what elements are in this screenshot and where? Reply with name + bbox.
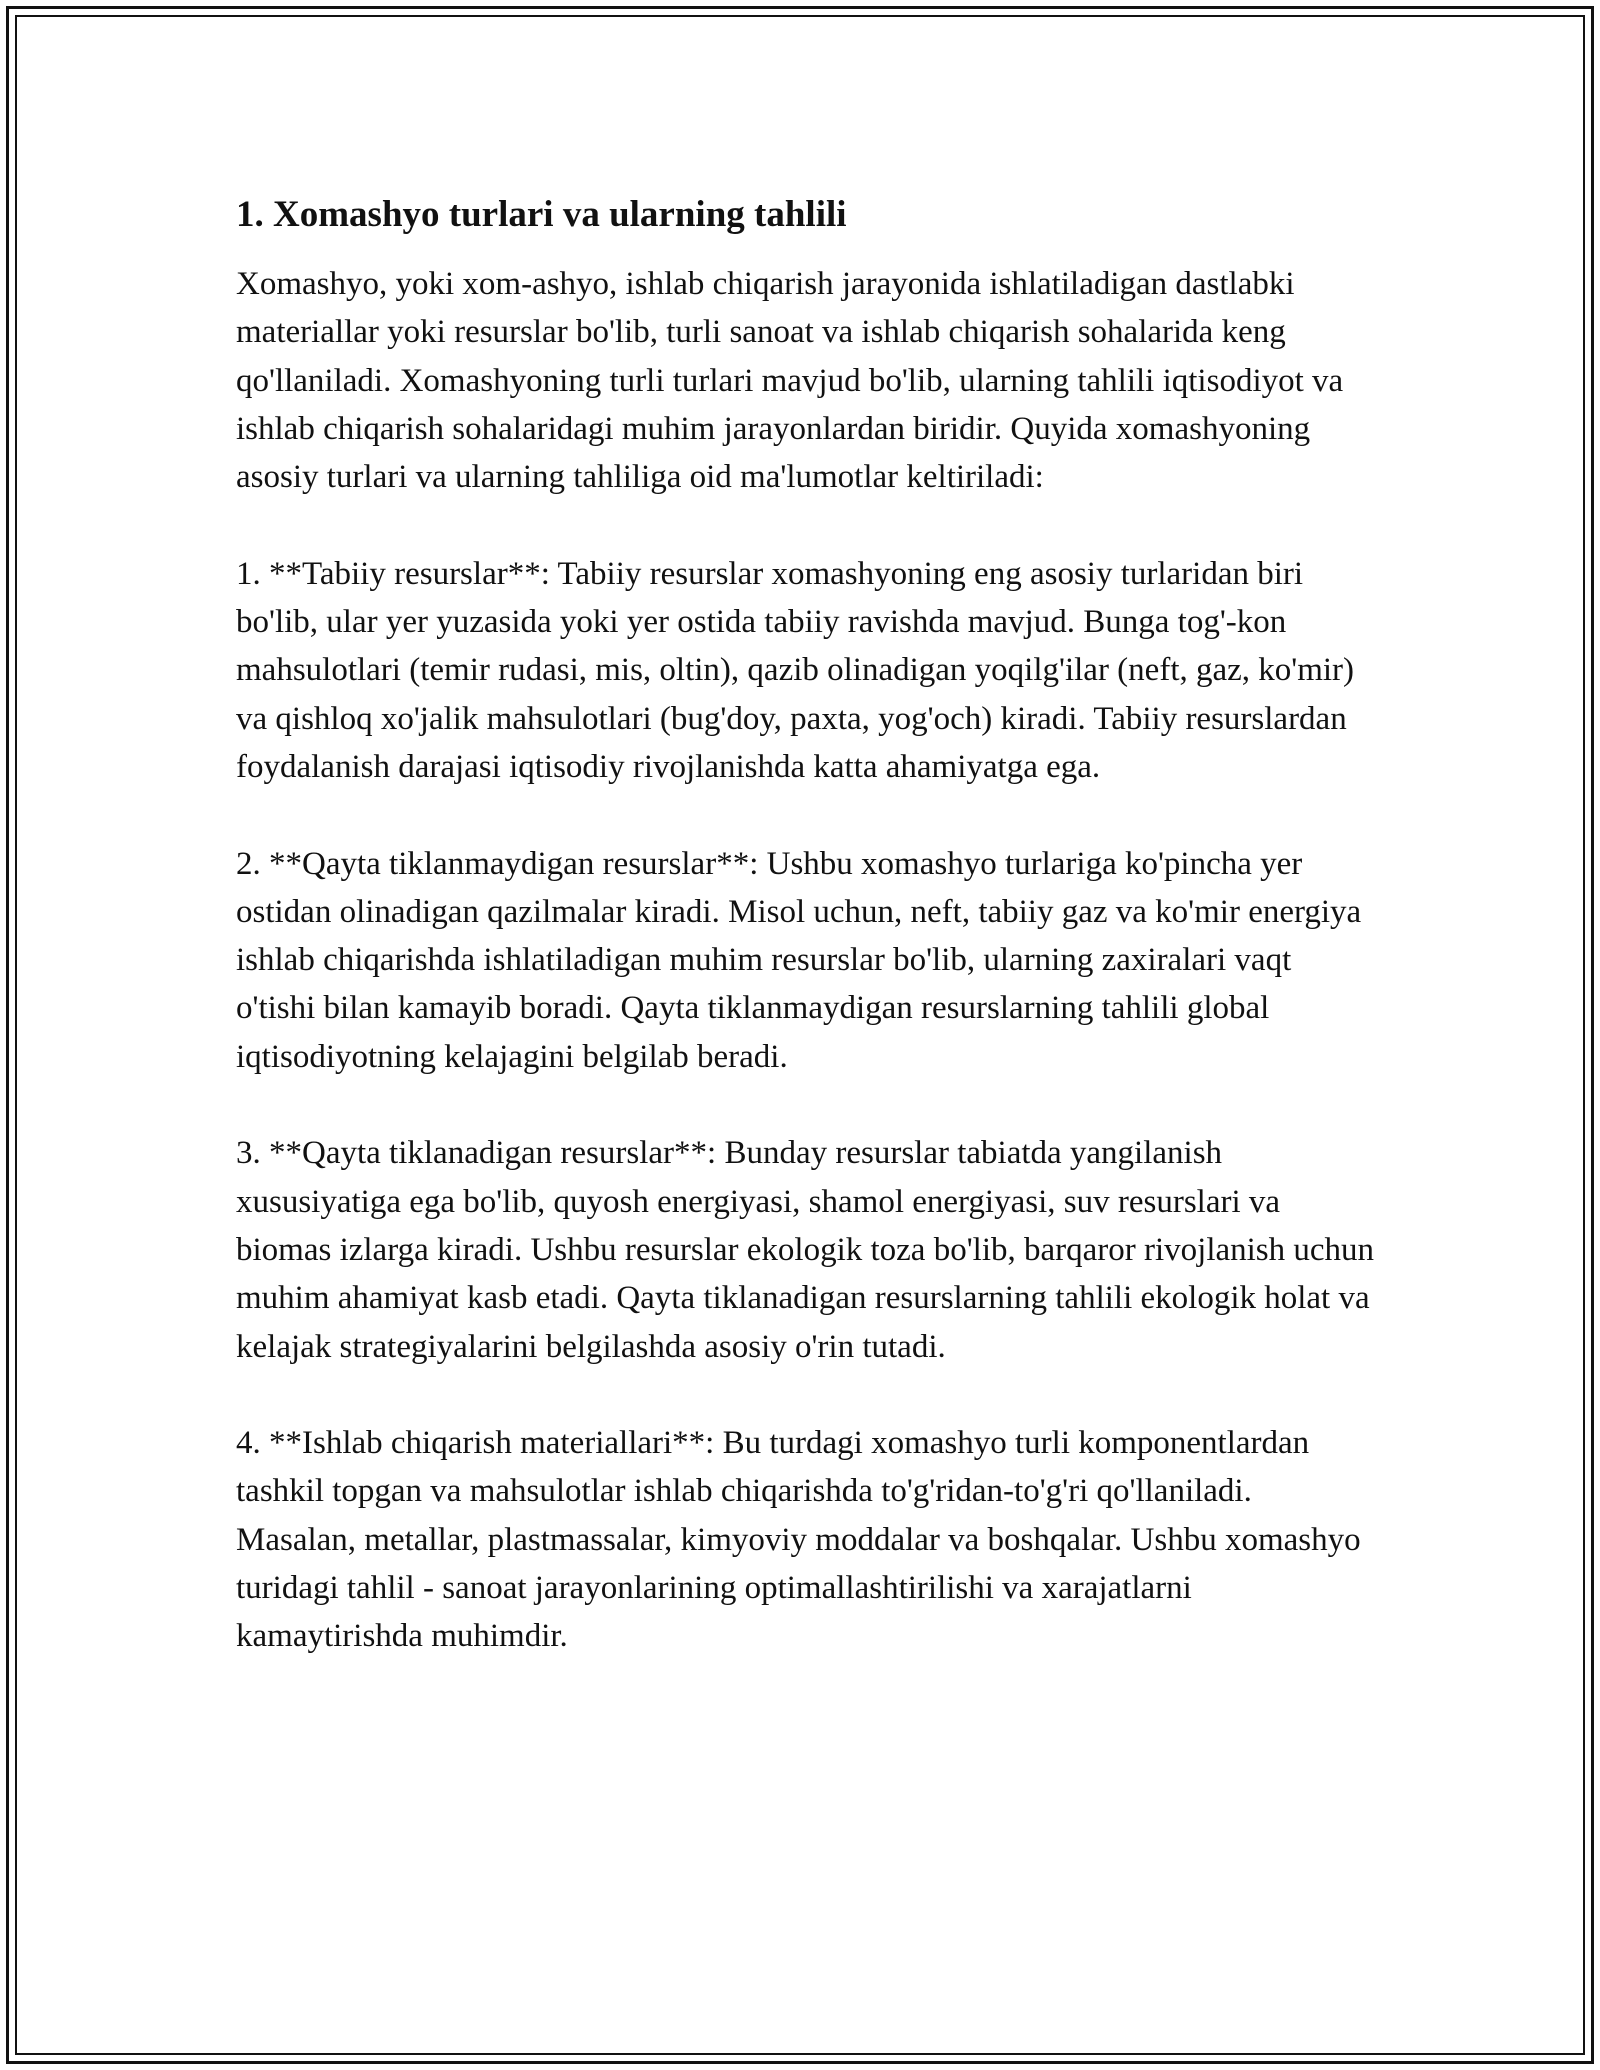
- section-heading: 1. Xomashyo turlari va ularning tahlili: [236, 194, 847, 235]
- list-item-production-materials: 4. **Ishlab chiqarish materiallari**: Bu turdagi xomashyo turli komponentlardan tashkil topgan va mahsulotlar ishlab chiqarishda to'g'ridan-to'g'ri qo'llaniladi. Masalan, metallar, plastmassalar, kimyoviy moddalar va boshqalar. Ushbu xomashyo turidagi tahlil - sanoat jarayonlarining optimallashtirilishi va xarajatlarni kamaytirishda muhimdir.: [236, 1425, 1361, 1655]
- list-item-nonrenewable-resources: 2. **Qayta tiklanmaydigan resurslar**: Ushbu xomashyo turlariga ko'pincha yer ostidan olinadigan qazilmalar kiradi. Misol uchun, neft, tabiiy gaz va ko'mir energiya ishlab chiqarishda ishlatiladigan muhim resurslar bo'lib, ularning zaxiralari vaqt o'tishi bilan kamayib boradi. Qayta tiklanmaydigan resurslarning tahlili global iqtisodiyotning kelajagini belgilab beradi.: [236, 845, 1362, 1075]
- list-item-renewable-resources: 3. **Qayta tiklanadigan resurslar**: Bunday resurslar tabiatda yangilanish xususiyatiga ega bo'lib, quyosh energiyasi, shamol energiyasi, suv resurslari va biomas izlarga kiradi. Ushbu resurslar ekologik toza bo'lib, barqaror rivojlanish uchun muhim ahamiyat kasb etadi. Qayta tiklanadigan resurslarning tahlili ekologik holat va kelajak strategiyalarini belgilashda asosiy o'rin tutadi.: [236, 1135, 1375, 1365]
- list-item-natural-resources: 1. **Tabiiy resurslar**: Tabiiy resurslar xomashyoning eng asosiy turlaridan biri bo'lib, ular yer yuzasida yoki yer ostida tabiiy ravishda mavjud. Bunga tog'-kon mahsulotlari (temir rudasi, mis, oltin), qazib olinadigan yoqilg'ilar (neft, gaz, ko'mir) va qishloq xo'jalik mahsulotlari (bug'doy, paxta, yog'och) kiradi. Tabiiy resurslardan foydalanish darajasi iqtisodiy rivojlanishda katta ahamiyatga ega.: [236, 555, 1355, 785]
- document-body: [236, 186, 1376, 1661]
- intro-paragraph: Xomashyo, yoki xom-ashyo, ishlab chiqarish jarayonida ishlatiladigan dastlabki materiallar yoki resurslar bo'lib, turli sanoat va ishlab chiqarish sohalarida keng qo'llaniladi. Xomashyoning turli turlari mavjud bo'lib, ularning tahlili iqtisodiyot va ishlab chiqarish sohalaridagi muhim jarayonlardan biridir. Quyida xomashyoning asosiy turlari va ularning tahliliga oid ma'lumotlar keltiriladi:: [236, 266, 1344, 496]
